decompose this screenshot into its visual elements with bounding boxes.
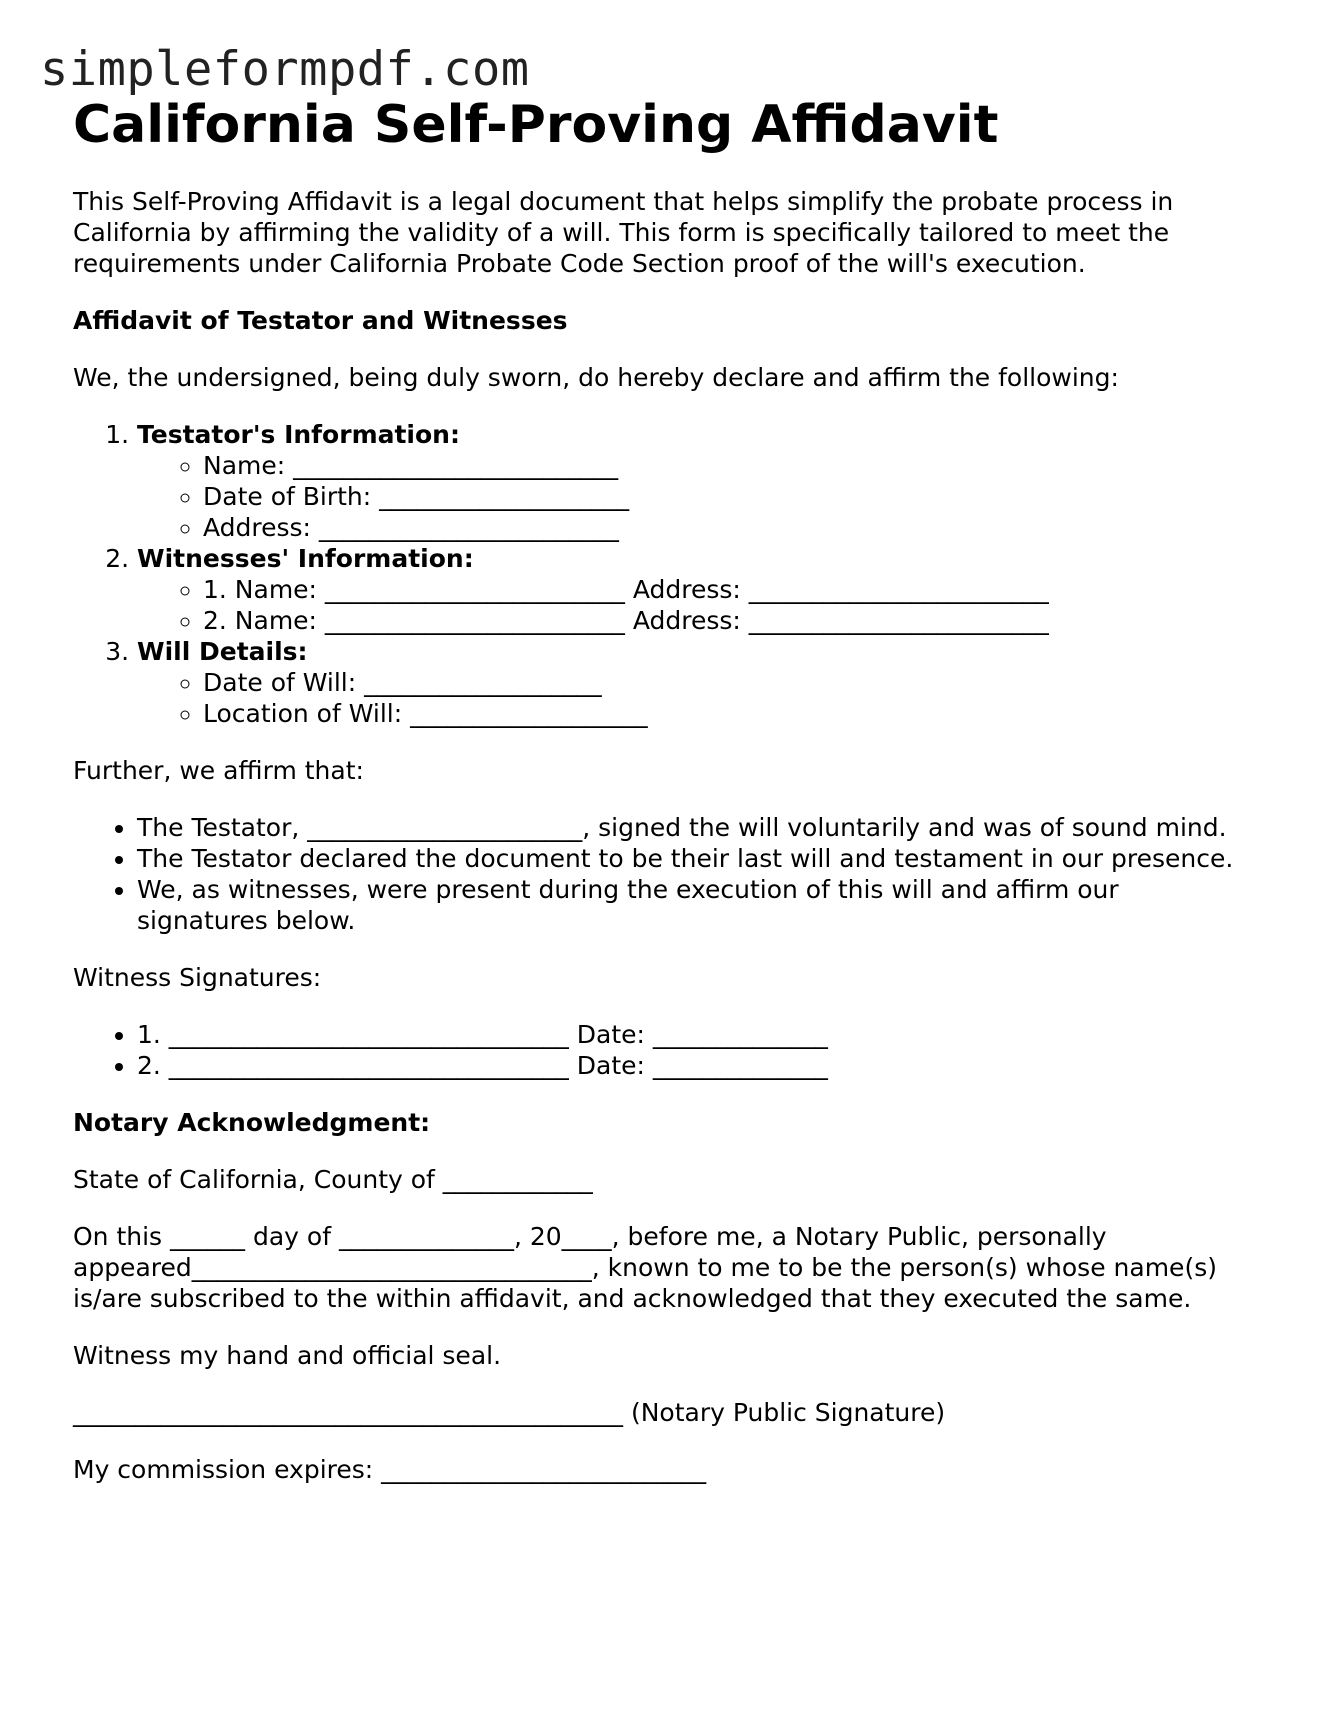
- affirmation-item: • The Testator, ______________________, signed the will voluntarily and was of sound mind.: [137, 812, 1257, 843]
- signature-line-item: • 1. ________________________________ Date: ______________: [137, 1019, 1257, 1050]
- signature-line-item: • 2. ________________________________ Date: ______________: [137, 1050, 1257, 1081]
- commission-expires-line: My commission expires: __________________________: [73, 1455, 707, 1484]
- testator-fields: [137, 450, 1273, 543]
- witness-1-field: ◦ 1. Name: ________________________ Address: ________________________: [203, 574, 1273, 605]
- will-details-item: [137, 636, 1273, 729]
- information-list: [73, 419, 1273, 729]
- notary-seal-text: Witness my hand and official seal.: [73, 1341, 502, 1370]
- signature-lines-list: [73, 1019, 1257, 1081]
- will-date-field: ◦ Date of Will: ___________________: [203, 667, 1273, 698]
- further-affirm-text: Further, we affirm that:: [73, 756, 364, 785]
- intro-paragraph: This Self-Proving Affidavit is a legal document that helps simplify the probate process in California by affirming the validity of a will. This form is specifically tailored to meet the requirements under California Probate Code Section proof of the will's execution.: [73, 187, 1174, 278]
- document-page: [73, 94, 1273, 1485]
- notary-acknowledgment: On this ______ day of ______________, 20____, before me, a Notary Public, personally appeared________________________________, known to me to be the person(s) whose name(s) is/are subscribed to the within affidavit, and acknowledged that they executed the same.: [73, 1222, 1217, 1313]
- witnesses-fields: [137, 574, 1273, 636]
- witnesses-info-item: [137, 543, 1273, 636]
- testator-name-field: ◦ Name: __________________________: [203, 450, 1273, 481]
- declaration-text: We, the undersigned, being duly sworn, do hereby declare and affirm the following:: [73, 363, 1119, 392]
- site-watermark: simpleformpdf.com: [40, 42, 530, 97]
- document-title: California Self-Proving Affidavit: [73, 95, 999, 155]
- will-heading: Will Details:: [137, 637, 308, 666]
- testator-dob-field: ◦ Date of Birth: ____________________: [203, 481, 1273, 512]
- will-fields: [137, 667, 1273, 729]
- testator-address-field: ◦ Address: ________________________: [203, 512, 1273, 543]
- testator-info-item: [137, 419, 1273, 543]
- witness-signatures-label: Witness Signatures:: [73, 963, 322, 992]
- notary-signature-line: ____________________________________________ (Notary Public Signature): [73, 1398, 946, 1427]
- section-heading: Affidavit of Testator and Witnesses: [73, 306, 568, 335]
- witnesses-heading: Witnesses' Information:: [137, 544, 474, 573]
- affirmation-item: • The Testator declared the document to be their last will and testament in our presence.: [137, 843, 1257, 874]
- affirmation-item: • We, as witnesses, were present during the execution of this will and affirm our signatures below.: [137, 874, 1257, 936]
- testator-heading: Testator's Information:: [137, 420, 460, 449]
- witness-2-field: ◦ 2. Name: ________________________ Address: ________________________: [203, 605, 1273, 636]
- notary-state-line: State of California, County of ____________: [73, 1165, 593, 1194]
- notary-heading: Notary Acknowledgment:: [73, 1108, 431, 1137]
- affirmations-list: [73, 812, 1257, 936]
- will-location-field: ◦ Location of Will: ___________________: [203, 698, 1273, 729]
